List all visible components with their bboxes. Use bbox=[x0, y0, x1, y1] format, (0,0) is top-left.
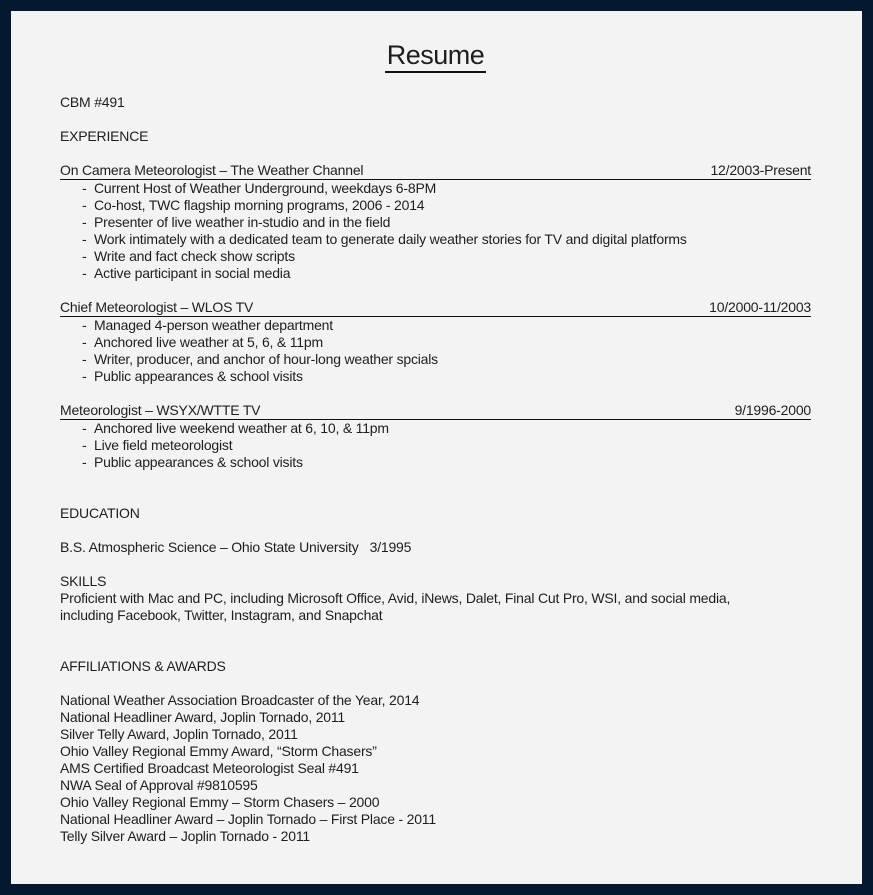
bullet-item bbox=[60, 214, 811, 231]
bullet-dash: - bbox=[82, 334, 87, 350]
award-item: National Weather Association Broadcaster of the Year, 2014 bbox=[60, 692, 420, 708]
bullet-item bbox=[60, 334, 811, 351]
job-header bbox=[60, 299, 811, 317]
bullet-dash: - bbox=[82, 351, 87, 367]
award-item: Telly Silver Award – Joplin Tornado - 2011 bbox=[60, 828, 310, 844]
bullet-text: Writer, producer, and anchor of hour-long weather spcials bbox=[94, 351, 438, 367]
award-item: Silver Telly Award, Joplin Tornado, 2011 bbox=[60, 726, 298, 742]
bullet-text: Active participant in social media bbox=[94, 265, 291, 281]
bullet-text: Anchored live weather at 5, 6, & 11pm bbox=[94, 334, 323, 350]
job-title: On Camera Meteorologist – The Weather Channel bbox=[60, 162, 364, 178]
bullet-item bbox=[60, 317, 811, 334]
job-entry bbox=[60, 402, 811, 471]
bullet-item bbox=[60, 420, 811, 437]
bullet-text: Live field meteorologist bbox=[94, 437, 233, 453]
bullet-dash: - bbox=[82, 214, 87, 230]
resume-content bbox=[60, 39, 811, 845]
job-dates: 12/2003-Present bbox=[710, 162, 811, 178]
award-item: NWA Seal of Approval #9810595 bbox=[60, 777, 258, 793]
job-header bbox=[60, 162, 811, 180]
bullet-item bbox=[60, 248, 811, 265]
bullet-item bbox=[60, 454, 811, 471]
bullet-text: Public appearances & school visits bbox=[94, 368, 303, 384]
bullet-item bbox=[60, 437, 811, 454]
skills-line: including Facebook, Twitter, Instagram, and Snapchat bbox=[60, 607, 383, 623]
education-line: B.S. Atmospheric Science – Ohio State University 3/1995 bbox=[60, 539, 412, 555]
bullet-dash: - bbox=[82, 437, 87, 453]
bullet-dash: - bbox=[82, 231, 87, 247]
bullet-dash: - bbox=[82, 454, 87, 470]
bullet-dash: - bbox=[82, 265, 87, 281]
job-entry bbox=[60, 299, 811, 385]
bullet-text: Managed 4-person weather department bbox=[94, 317, 333, 333]
bullet-item bbox=[60, 265, 811, 282]
bullet-text: Anchored live weekend weather at 6, 10, & 11pm bbox=[94, 420, 389, 436]
award-item: National Headliner Award – Joplin Tornado – First Place - 2011 bbox=[60, 811, 436, 827]
job-bullets bbox=[60, 420, 811, 471]
job-title: Meteorologist – WSYX/WTTE TV bbox=[60, 402, 261, 418]
resume-page bbox=[11, 11, 862, 884]
job-dates: 9/1996-2000 bbox=[734, 402, 811, 418]
bullet-dash: - bbox=[82, 197, 87, 213]
job-entry bbox=[60, 162, 811, 282]
certification-id-line: CBM #491 bbox=[60, 94, 125, 110]
bullet-item bbox=[60, 197, 811, 214]
award-item: National Headliner Award, Joplin Tornado, 2011 bbox=[60, 709, 345, 725]
affiliations-heading: AFFILIATIONS & AWARDS bbox=[60, 658, 226, 674]
experience-heading: EXPERIENCE bbox=[60, 128, 149, 144]
job-dates: 10/2000-11/2003 bbox=[709, 299, 811, 315]
skills-heading: SKILLS bbox=[60, 573, 107, 589]
bullet-dash: - bbox=[82, 420, 87, 436]
bullet-text: Presenter of live weather in-studio and in the field bbox=[94, 214, 391, 230]
bullet-text: Co-host, TWC flagship morning programs, 2006 - 2014 bbox=[94, 197, 425, 213]
skills-line: Proficient with Mac and PC, including Microsoft Office, Avid, iNews, Dalet, Final Cut Pro, WSI, and social media, bbox=[60, 590, 731, 606]
affiliations-section bbox=[60, 658, 811, 845]
page-title-row bbox=[60, 39, 811, 75]
skills-section bbox=[60, 573, 811, 624]
bullet-dash: - bbox=[82, 368, 87, 384]
bullet-dash: - bbox=[82, 180, 87, 196]
bullet-text: Work intimately with a dedicated team to generate daily weather stories for TV and digital platforms bbox=[94, 231, 687, 247]
bullet-item bbox=[60, 180, 811, 197]
job-title: Chief Meteorologist – WLOS TV bbox=[60, 299, 254, 315]
award-item: Ohio Valley Regional Emmy Award, “Storm Chasers” bbox=[60, 743, 377, 759]
job-bullets bbox=[60, 180, 811, 282]
bullet-text: Public appearances & school visits bbox=[94, 454, 303, 470]
bullet-item bbox=[60, 351, 811, 368]
bullet-text: Write and fact check show scripts bbox=[94, 248, 295, 264]
page-title: Resume bbox=[385, 40, 487, 73]
bullet-item bbox=[60, 231, 811, 248]
bullet-item bbox=[60, 368, 811, 385]
bullet-dash: - bbox=[82, 248, 87, 264]
award-item: Ohio Valley Regional Emmy – Storm Chasers – 2000 bbox=[60, 794, 380, 810]
bullet-dash: - bbox=[82, 317, 87, 333]
bullet-text: Current Host of Weather Underground, weekdays 6-8PM bbox=[94, 180, 437, 196]
education-heading: EDUCATION bbox=[60, 505, 140, 521]
job-bullets bbox=[60, 317, 811, 385]
job-header bbox=[60, 402, 811, 420]
award-item: AMS Certified Broadcast Meteorologist Seal #491 bbox=[60, 760, 359, 776]
